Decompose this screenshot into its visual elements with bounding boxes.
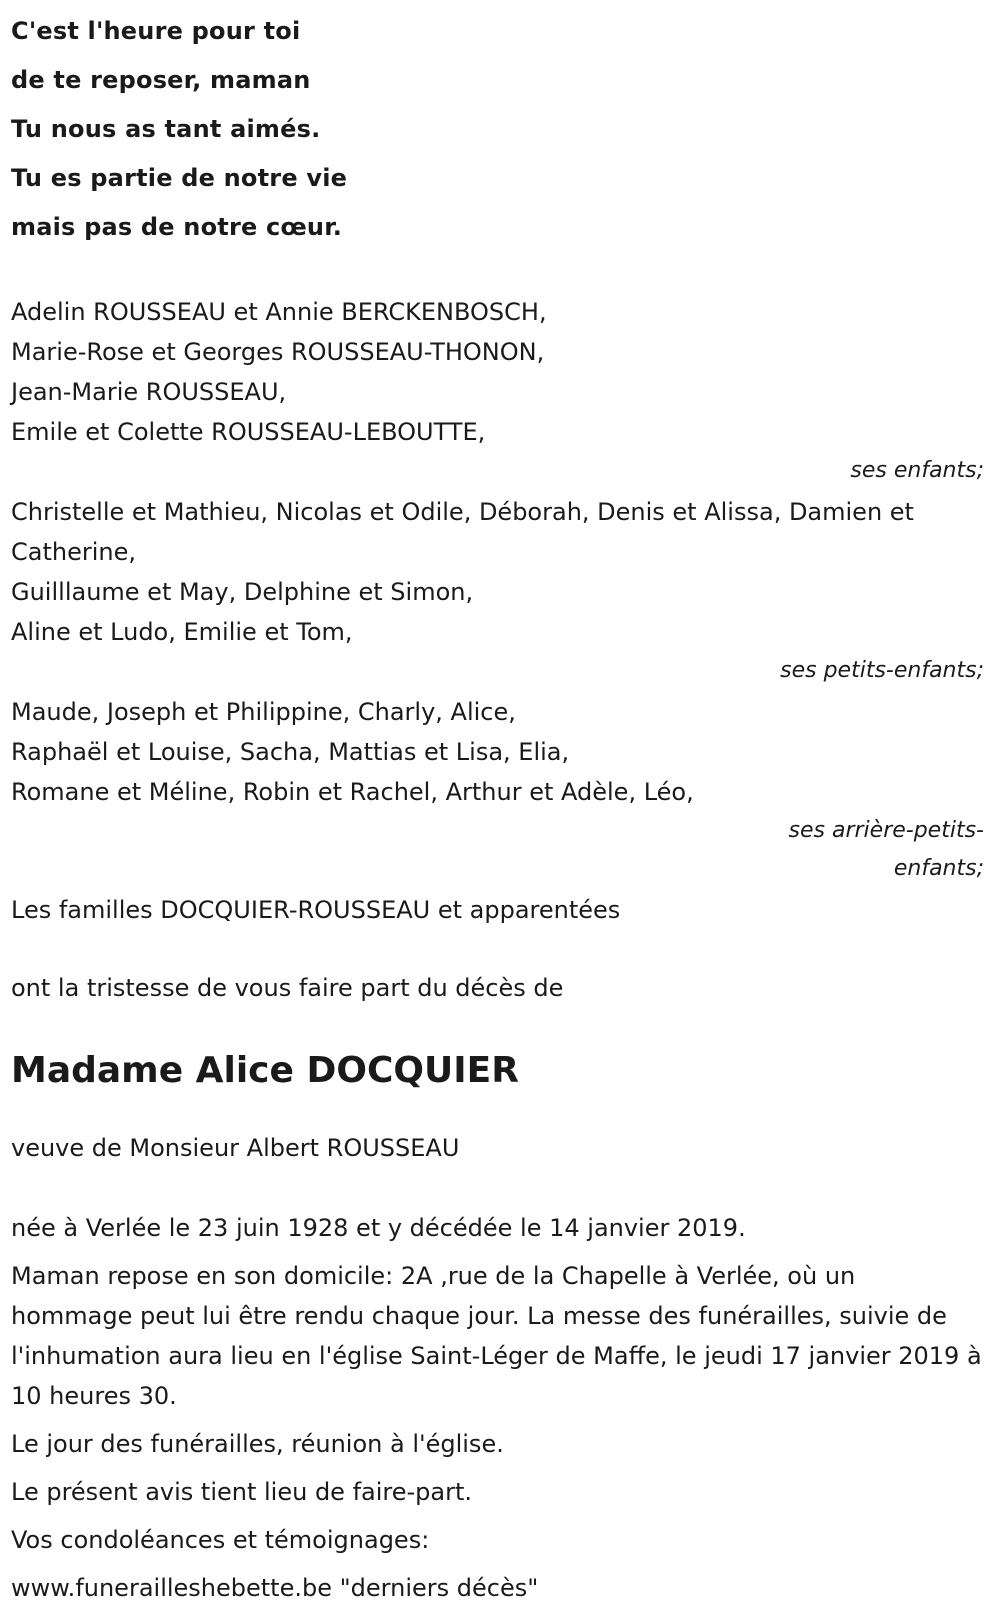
poem-line: Tu es partie de notre vie [11,164,348,192]
grandchildren-group [11,492,984,690]
poem-line: de te reposer, maman [11,66,311,94]
children-line: Jean-Marie ROUSSEAU, [11,378,287,406]
great-grandchildren-group [11,692,984,888]
widow-of: veuve de Monsieur Albert ROUSSEAU [11,1134,460,1162]
children-group [11,292,984,490]
great-grandchildren-line: Raphaël et Louise, Sacha, Mattias et Lisa, Elia, [11,738,570,766]
poem-line: C'est l'heure pour toi [11,17,301,45]
deceased-name: Madame Alice DOCQUIER [11,1050,519,1091]
website-link[interactable]: www.funerailleshebette.be "derniers décès" [11,1574,539,1602]
children-line: Adelin ROUSSEAU et Annie BERCKENBOSCH, [11,298,547,326]
grandchildren-role: ses petits-enfants; [780,658,984,683]
great-grandchildren-line: Maude, Joseph et Philippine, Charly, Alice, [11,698,516,726]
great-grandchildren-line: Romane et Méline, Robin et Rachel, Arthur et Adèle, Léo, [11,778,694,806]
condolences-label: Vos condoléances et témoignages: [11,1526,430,1554]
children-line: Marie-Rose et Georges ROUSSEAU-THONON, [11,338,545,366]
family-list [11,292,984,930]
grandchildren-line: Guilllaume et May, Delphine et Simon, [11,578,474,606]
poem-line: Tu nous as tant aimés. [11,115,321,143]
meeting-info: Le jour des funérailles, réunion à l'église. [11,1430,504,1458]
great-grandchildren-role: ses arrière-petits-enfants; [788,818,984,881]
children-role: ses enfants; [850,458,984,483]
children-line: Emile et Colette ROUSSEAU-LEBOUTTE, [11,418,486,446]
announcement: ont la tristesse de vous faire part du décès de [11,974,564,1002]
poem [11,0,984,252]
grandchildren-line: Christelle et Mathieu, Nicolas et Odile, Déborah, Denis et Alissa, Damien et Catherine, [11,498,914,566]
poem-line: mais pas de notre cœur. [11,213,343,241]
grandchildren-line: Aline et Ludo, Emilie et Tom, [11,618,353,646]
birth-death: née à Verlée le 23 juin 1928 et y décédée le 14 janvier 2019. [11,1214,746,1242]
funeral-details: Maman repose en son domicile: 2A ,rue de la Chapelle à Verlée, où un hommage peut lui être rendu chaque jour. La messe des funérailles, suivie de l'inhumation aura lieu en l'église Saint-Léger de Maffe, le jeudi 17 janvier 2019 à 10 heures 30. [11,1262,982,1410]
notice-info: Le présent avis tient lieu de faire-part. [11,1478,473,1506]
families-line: Les familles DOCQUIER-ROUSSEAU et apparentées [11,896,621,924]
